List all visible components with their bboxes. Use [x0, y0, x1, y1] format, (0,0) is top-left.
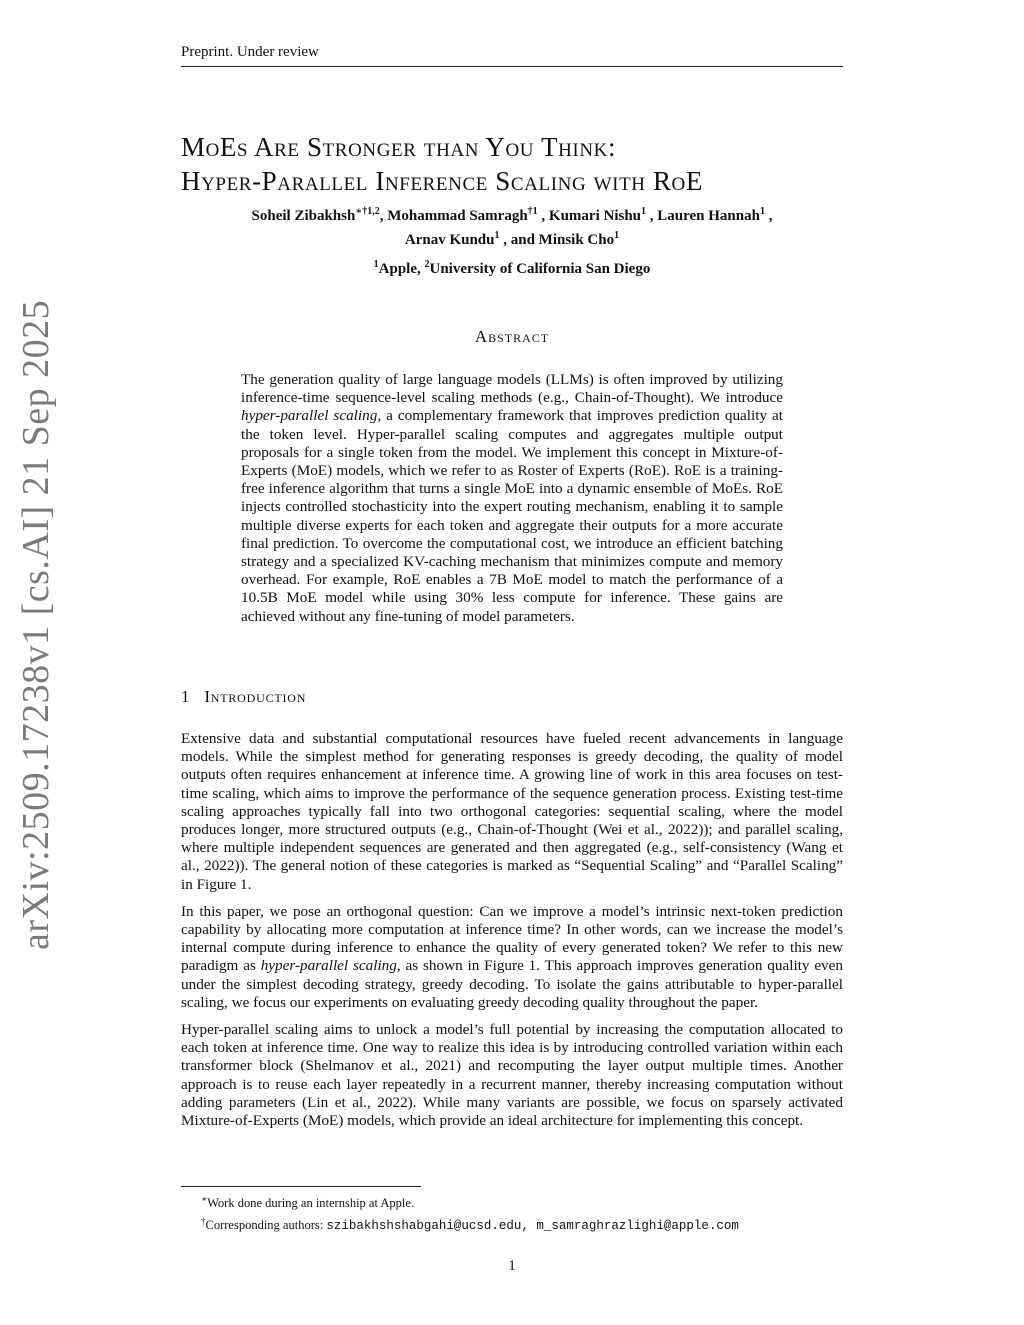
paragraph: Hyper-parallel scaling aims to unlock a model’s full potential by increasing the computation allocated to each token at inference time. One way to realize this idea is by introducing controlled variation within each transformer block (Shelmanov et al., 2021) and recomputing the layer output multiple times. Another approach is to reuse each layer repeatedly in a recurrent manner, thereby increasing computation without adding parameters (Lin et al., 2022). While many variants are possible, we focus on sparsely activated Mixture-of-Experts (MoE) models, which provide an ideal architecture for implementing this concept. [181, 1021, 843, 1130]
author-name: Kumari Nishu [548, 208, 642, 224]
paper-title [181, 130, 861, 198]
title-line-1: MoEs Are Stronger than You Think: [181, 132, 617, 162]
abstract-text [241, 371, 783, 626]
corresponding-emails: szibakhshshabgahi@ucsd.edu, m_samraghrazlighi@apple.com [326, 1219, 739, 1234]
abstract-text-part: The generation quality of large language models (LLMs) is often improved by utilizing inference-time sequence-level scaling methods (e.g., Chain-of-Thought). We introduce [241, 371, 783, 407]
section-number: 1 [181, 687, 191, 706]
affiliation-sup: 1 [373, 259, 379, 270]
author-sup: 1 [759, 206, 765, 217]
running-head-text: Preprint. Under review [181, 44, 319, 60]
author-sup: 1 [494, 230, 500, 241]
abstract-emphasis: hyper-parallel scaling [241, 407, 378, 425]
affiliation-list: $^1$Apple, $^2$University of California San Diego [373, 259, 651, 277]
affiliation-name: University of California San Diego [429, 261, 651, 277]
author-sup: 1 [614, 230, 620, 241]
author-sup: ∗†1,2 [355, 206, 380, 217]
title-line-2: Hyper-Parallel Inference Scaling with RoE [181, 166, 703, 196]
paragraph-part: , as shown in Figure 1. This approach improves generation quality even under the simplest decoding strategy, greedy decoding. To isolate the gains attributable to hyper-parallel scaling, we focus our experiments on evaluating greedy decoding quality throughout the paper. [181, 957, 843, 1011]
paragraph [181, 903, 843, 1012]
author-list: Soheil Zibakhsh$^{∗\dagger 1,2}$, Mohammad Samragh$^{\dagger 1}$ , Kumari Nishu$^1$ , Lauren Hannah$^1$ , Arnav Kundu$^1$ , and Minsik Cho$^1$ [251, 206, 773, 248]
author-name: Lauren Hannah [657, 208, 760, 224]
footnote-mark: † [201, 1216, 206, 1227]
affiliation-sup: 2 [424, 259, 430, 270]
running-header [181, 44, 843, 67]
author-name: Minsik Cho [538, 232, 615, 248]
author-sup: 1 [641, 206, 647, 217]
footnote-2 [181, 1212, 861, 1235]
section-title: Introduction [204, 687, 307, 706]
author-sup: †1 [527, 206, 538, 217]
abstract-heading: Abstract [474, 327, 550, 346]
introduction-body [181, 730, 843, 1139]
footnote-divider [181, 1186, 421, 1187]
affiliation-name: Apple [378, 261, 417, 277]
paragraph: Extensive data and substantial computational resources have fueled recent advancements in language models. While the simplest method for generating responses is greedy decoding, the quality of model outputs often requires enhancement at inference time. A growing line of work in this area focuses on test-time scaling, which aims to improve the performance of the sequence generation process. Existing test-time scaling approaches typically fall into two orthogonal categories: sequential scaling, where the model produces longer, more structured outputs (e.g., Chain-of-Thought (Wei et al., 2022)); and parallel scaling, where multiple independent sequences are generated and then aggregated (e.g., self-consistency (Wang et al., 2022)). The general notion of these categories is marked as “Sequential Scaling” and “Parallel Scaling” in Figure 1. [181, 730, 843, 893]
footnote-mark: ∗ [201, 1194, 208, 1204]
footnote-1 [181, 1190, 861, 1212]
author-name: Mohammad Samragh [387, 208, 528, 224]
author-name: Arnav Kundu [404, 232, 495, 248]
abstract-text-part: , a complementary framework that improves prediction quality at the token level. Hyper-parallel scaling computes and aggregates multiple output proposals for a single token from the model. We implement this concept in Mixture-of-Experts (MoE) models, which we refer to as Roster of Experts (RoE). RoE is a training-free inference algorithm that turns a single MoE into a dynamic ensemble of MoEs. RoE injects controlled stochasticity into the expert routing mechanism, enabling it to sample multiple diverse experts for each token and aggregate their outputs for a more accurate final prediction. To overcome the computational cost, we introduce an efficient batching strategy and a specialized KV-caching mechanism that minimizes compute and memory overhead. For example, RoE enables a 7B MoE model to match the performance of a 10.5B MoE model while using 30% less compute for inference. These gains are achieved without any fine-tuning of model parameters. [241, 407, 784, 625]
author-name: Soheil Zibakhsh [251, 208, 356, 224]
footnote-text: Work done during an internship at Apple. [207, 1196, 415, 1211]
footnotes [181, 1190, 861, 1235]
paragraph-part: In this paper, we pose an orthogonal question: Can we improve a model’s intrinsic next-token prediction capability by allocating more computation at inference time? In other words, can we increase the model’s internal compute during inference to enhance the quality of every generated token? We refer to this new paradigm as [181, 902, 843, 975]
page-number: 1 [508, 1258, 516, 1274]
arxiv-identifier: arXiv:2509.17238v1 [cs.AI] 21 Sep 2025 [15, 299, 57, 950]
paragraph-emphasis: hyper-parallel scaling [260, 957, 397, 975]
section-heading-introduction [181, 687, 306, 707]
footnote-text: Corresponding authors: [205, 1218, 327, 1233]
